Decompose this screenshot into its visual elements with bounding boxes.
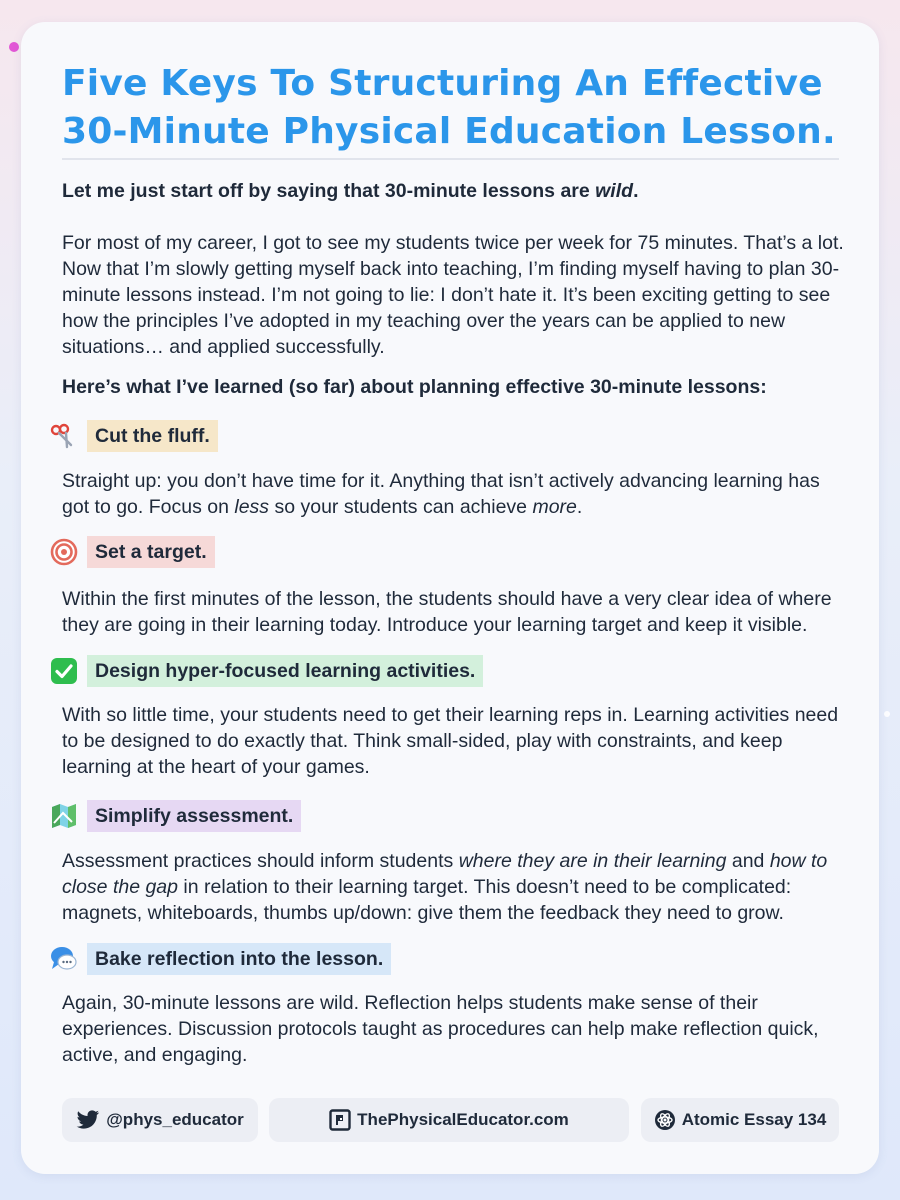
decorative-white-dot — [884, 711, 890, 717]
twitter-bird-icon — [76, 1110, 100, 1130]
atomic-essay-pill — [641, 1098, 839, 1142]
atom-icon — [654, 1109, 676, 1131]
key-heading: Set a target. — [87, 536, 215, 568]
key-heading-row — [49, 941, 391, 977]
key-body: Again, 30-minute lessons are wild. Reflection helps students make sense of their experiences. Discussion protocols taught as procedures can help make reflection quick, active, and engaging. — [62, 992, 819, 1066]
twitter-handle: @phys_educator — [106, 1110, 244, 1129]
key-heading: Cut the fluff. — [87, 420, 218, 452]
atomic-essay-label: Atomic Essay 134 — [681, 1110, 827, 1129]
key-body: Assessment practices should inform students where they are in their learning and how to close the gap in relation to their learning target. This doesn’t need to be complicated: magnets, whiteboards, thumbs up/down: give them the feedback they need to grow. — [62, 850, 828, 924]
key-body: Within the first minutes of the lesson, the students should have a very clear idea of where they are going in their learning today. Introduce your learning target and keep it visible. — [62, 588, 832, 636]
key-heading-row — [49, 798, 301, 834]
decorative-pink-dot — [9, 42, 19, 52]
key-heading: Bake reflection into the lesson. — [87, 943, 391, 975]
key-heading-row — [49, 418, 218, 454]
title-divider — [62, 158, 839, 160]
check-box-icon — [49, 656, 79, 686]
list-intro: Here’s what I’ve learned (so far) about planning effective 30-minute lessons: — [62, 376, 767, 398]
website-url: ThePhysicalEducator.com — [357, 1110, 569, 1129]
key-heading: Simplify assessment. — [87, 800, 301, 832]
map-icon — [49, 801, 79, 831]
website-logo-icon — [329, 1109, 351, 1131]
target-icon — [49, 537, 79, 567]
key-body: With so little time, your students need to get their learning reps in. Learning activities need to be designed to do exactly that. Think small-sided, play with constraints, and keep learning at the heart of your games. — [62, 704, 839, 778]
key-heading-row — [49, 534, 215, 570]
website-pill[interactable] — [269, 1098, 629, 1142]
twitter-handle-pill[interactable] — [62, 1098, 258, 1142]
intro-lead: Let me just start off by saying that 30-minute lessons are wild. — [62, 180, 639, 202]
essay-card — [21, 22, 879, 1174]
intro-paragraph: For most of my career, I got to see my students twice per week for 75 minutes. That’s a lot. Now that I’m slowly getting myself back into teaching, I’m finding myself having to plan 30-minute lessons instead. I’m not going to lie: I don’t hate it. It’s been exciting getting to see how the principles I’ve adopted in my teaching over the years can be applied to new situations… and applied successfully. — [62, 232, 844, 358]
speech-bubble-icon — [49, 944, 79, 974]
essay-title: Five Keys To Structuring An Effective 30-Minute Physical Education Lesson. — [62, 63, 836, 152]
key-heading-row — [49, 653, 483, 689]
key-heading: Design hyper-focused learning activities. — [87, 655, 483, 687]
key-body: Straight up: you don’t have time for it. Anything that isn’t actively advancing learning has got to go. Focus on less so your students can achieve more. — [62, 470, 820, 518]
scissors-icon — [49, 421, 79, 451]
